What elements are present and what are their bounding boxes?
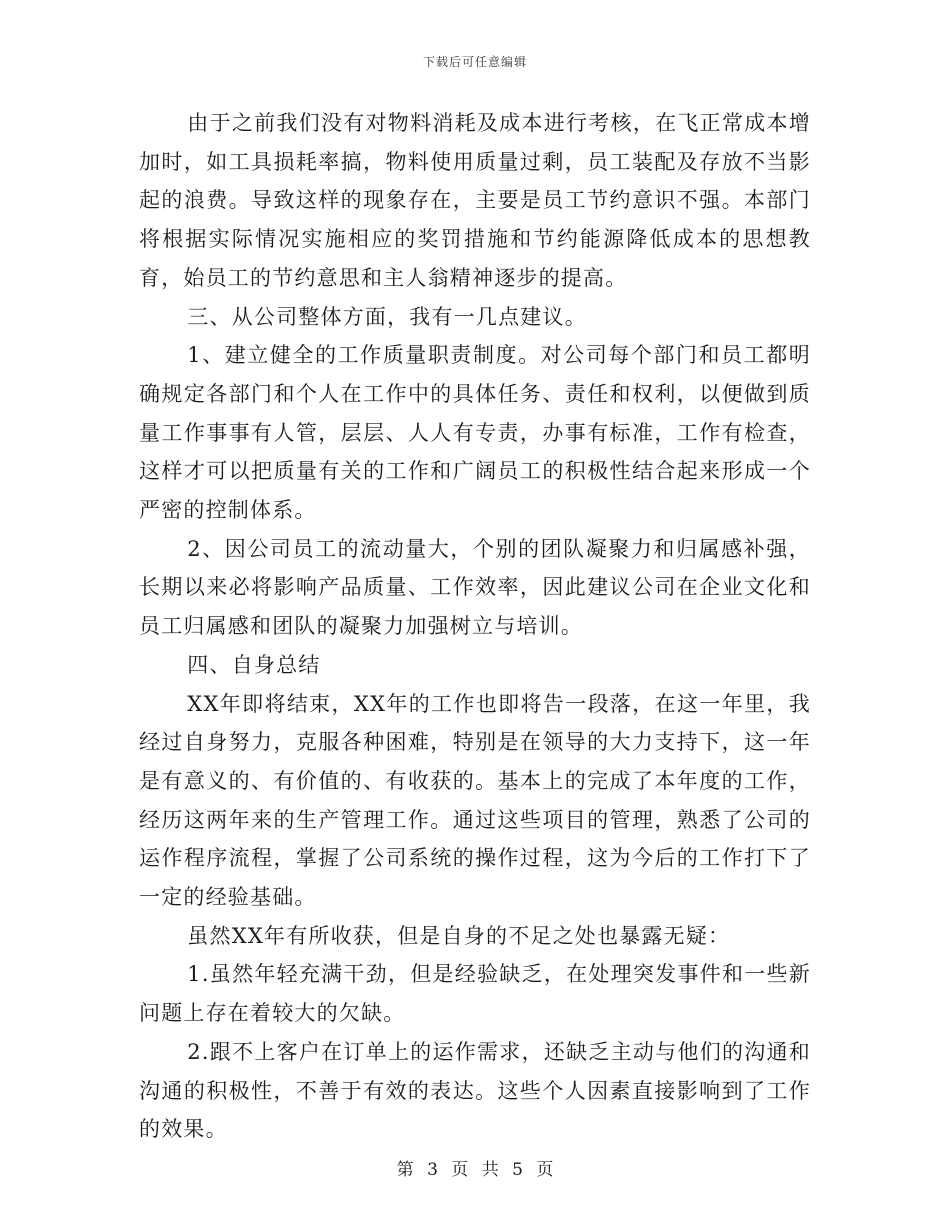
paragraph-staff-turnover: 2、因公司员工的流动量大，个别的团队凝聚力和归属感补强，长期以来必将影响产品质量、工作效率，因此建议公司在企业文化和员工归属感和团队的凝聚力加强树立与培训。 bbox=[139, 536, 811, 639]
paragraph-quality-system: 1、建立健全的工作质量职责制度。对公司每个部门和员工都明确规定各部门和个人在工作中的具体任务、责任和权利，以便做到质量工作事事有人管，层层、人人有专责，办事有标准，工作有检查，这样才可以把质量有关的工作和广阔员工的积极性结合起来形成一个严密的控制体系。 bbox=[139, 343, 811, 523]
paragraph-year-summary: XX年即将结束，XX年的工作也即将告一段落，在这一年里，我经过自身努力，克服各种困难，特别是在领导的大力支持下，这一年是有意义的、有价值的、有收获的。基本上的完成了本年度的工作，经历这两年来的生产管理工作。通过这些项目的管理，熟悉了公司的运作程序流程，掌握了公司系统的操作过程，这为今后的工作打下了一定的经验基础。 bbox=[139, 691, 811, 910]
current-page-number: 3 bbox=[427, 1160, 438, 1180]
header-note: 下载后可任意编辑 bbox=[422, 55, 527, 69]
list-item-shortcoming-1: 1.虽然年轻充满干劲，但是经验缺乏，在处理突发事件和一些新问题上存在着较大的欠缺。 bbox=[139, 962, 811, 1026]
section-heading-suggestions: 三、从公司整体方面，我有一几点建议。 bbox=[187, 304, 587, 329]
total-page-count: 5 bbox=[512, 1160, 523, 1180]
section-heading-self-summary: 四、自身总结 bbox=[187, 652, 321, 677]
paragraph-shortcomings-intro: 虽然XX年有所收获，但是自身的不足之处也暴露无疑： bbox=[187, 923, 731, 948]
page-number-footer bbox=[0, 1155, 950, 1180]
list-item-shortcoming-2: 2.跟不上客户在订单上的运作需求，还缺乏主动与他们的沟通和沟通的积极性，不善于有效的表达。这些个人因素直接影响到了工作的效果。 bbox=[139, 1039, 811, 1142]
paragraph-material-cost: 由于之前我们没有对物料消耗及成本进行考核，在飞正常成本增加时，如工具损耗率搞，物料使用质量过剩，员工装配及存放不当影起的浪费。导致这样的现象存在，主要是员工节约意识不强。本部门将根据实际情况实施相应的奖罚措施和节约能源降低成本的思想教育，始员工的节约意思和主人翁精神逐步的提高。 bbox=[139, 111, 811, 290]
footer-text: 页 bbox=[451, 1160, 469, 1180]
footer-text: 第 bbox=[396, 1160, 414, 1180]
footer-text: 共 bbox=[481, 1160, 499, 1180]
footer-text: 页 bbox=[536, 1160, 554, 1180]
document-body bbox=[139, 104, 811, 1149]
